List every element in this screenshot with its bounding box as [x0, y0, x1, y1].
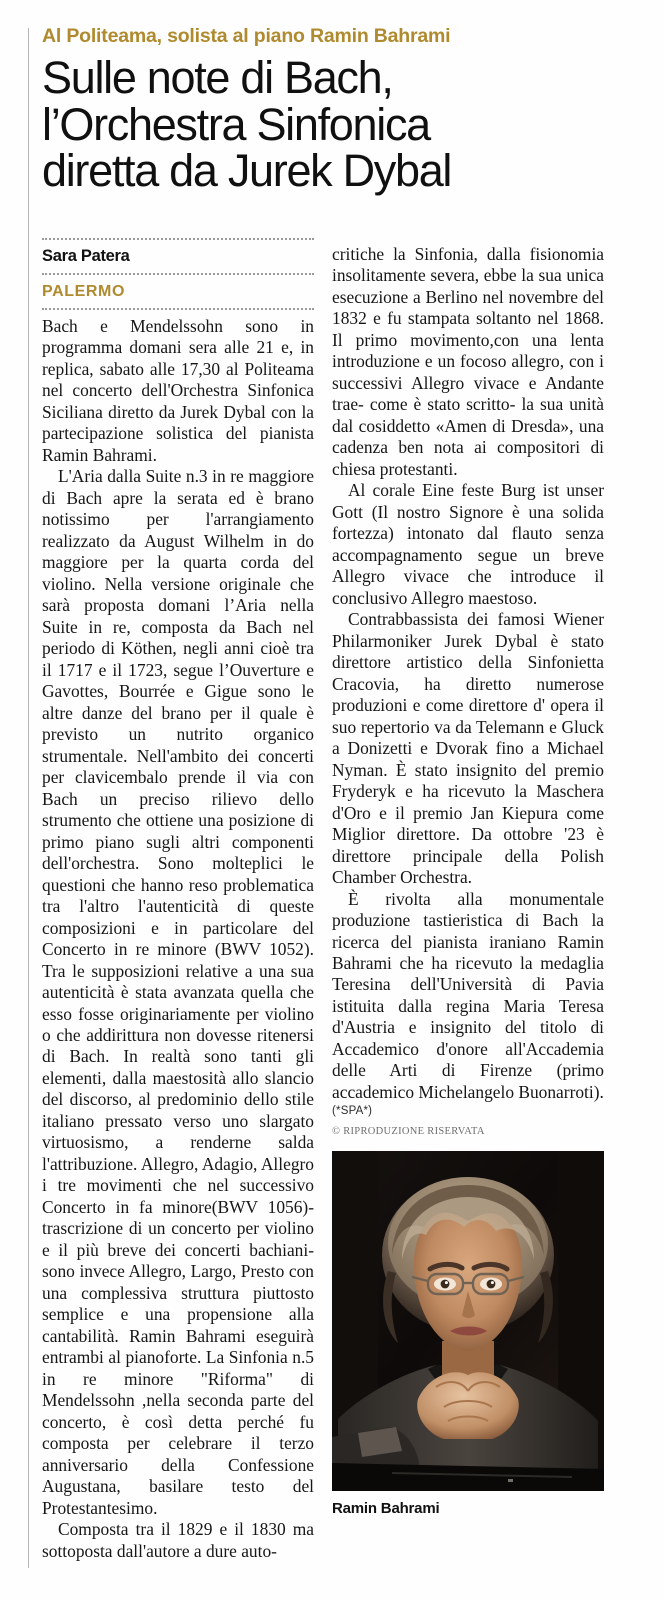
- body-text-left: [42, 310, 314, 1562]
- article-header: [42, 25, 634, 197]
- paragraph: Contrabbassista dei famosi Wiener Philarmoniker Jurek Dybal è stato direttore artistico della Sinfonietta Cracovia, ha diretto numerose produzioni e come direttore d' opera il suo repertorio va da Telemann e Gluck a Donizetti e Dvorak fino a Michael Nyman. È stato insignito del premio Fryderyk e ha ricevuto la Maschera d'Oro e il premio Jan Kiepura come Miglior direttore. Da ottobre '23 è direttore principale della Polish Chamber Orchestra.: [332, 609, 604, 888]
- paragraph: Composta tra il 1829 e il 1830 ma sottoposta dall'autore a dure auto-: [42, 1519, 314, 1561]
- column-left: [42, 238, 314, 1562]
- article-columns: [42, 238, 638, 1562]
- photo-block: [332, 1151, 604, 1517]
- paragraph: Al corale Eine feste Burg ist unser Gott (Il nostro Signore è una solida fortezza) intonato dal flauto senza accompagnamento segue un breve Allegro vivace che introduce il conclusivo Allegro maestoso.: [332, 480, 604, 608]
- paragraph: critiche la Sinfonia, dalla fisionomia insolitamente severa, ebbe la sua unica esecuzione a Berlino nel novembre del 1832 e fu stampata soltanto nel 1868. Il primo movimento,con una lenta introduzione e un focoso allegro, con i successivi Allegro vivace e Andante trae- come è stato scritto- la sua unità dal cosiddetto «Amen di Dresda», una cadenza ben nota ai compositori di chiesa protestanti.: [332, 244, 604, 479]
- headline-line-3: diretta da Jurek Dybal: [42, 145, 452, 197]
- dateline-city: PALERMO: [42, 283, 126, 300]
- byline-author: Sara Patera: [42, 247, 130, 265]
- portrait-photo-graphic: [332, 1151, 604, 1491]
- agency-signature: (*SPA*): [332, 1105, 373, 1118]
- article-kicker: Al Politeama, solista al piano Ramin Bahrami: [42, 25, 451, 47]
- headline-line-2: l’Orchestra Sinfonica: [42, 98, 430, 150]
- photo-caption: Ramin Bahrami: [332, 1500, 440, 1518]
- portrait-photo: [332, 1151, 604, 1491]
- paragraph: L'Aria dalla Suite n.3 in re maggiore di Bach apre la serata ed è brano notissimo per l'arrangiamento realizzato da August Wilhelm in do maggiore per la quarta corda del violino. Nella versione originale che sarà proposta domani l’Aria nella Suite in re, composta da Bach nel periodo di Köthen, negli anni cioè tra il 1717 e il 1723, segue l’Ouverture e Gavottes, Bourrée e Gigue sono le altre danze del brano per il quale è previsto un nutrito organico strumentale. Nell'ambito dei concerti per clavicembalo prende il via con Bach un preciso rilievo dello strumento che ottiene una posizione di primo piano sugli altri componenti dell'orchestra. Sono molteplici le questioni che hanno reso problematica tra l'altro l'autenticità di queste composizioni e in particolare del Concerto in re minore (BWV 1052). Tra le supposizioni relative a una sua autenticità è stata avanzata quella che esso fosse originariamente per violino o che addirittura non dovesse ritenersi di Bach. In realtà sono tanti gli elementi, dalla maestosità allo slancio del discorso, al predominio dello stile italiano pressato verso uno slargato virtuosismo, a renderne salda l'attribuzione. Allegro, Adagio, Allegro i tre movimenti che nel successivo Concerto in fa minore(BWV 1056)- trascrizione di un concerto per violino e il più breve dei concerti bachiani- sono invece Allegro, Largo, Presto con una complessiva struttura piuttosto semplice e una propensione alla cantabilità. Ramin Bahrami eseguirà entrambi al pianoforte. La Sinfonia n.5 in re minore "Riforma" di Mendelssohn ,nella seconda parte del concerto, è così detta perché fu composta per celebrare il terzo anniversario della Confessione Augustana, basilare testo del Protestantesimo.: [42, 466, 314, 1518]
- column-right: [332, 238, 604, 1562]
- body-text-right: [332, 238, 604, 1103]
- copyright-notice: © RIPRODUZIONE RISERVATA: [332, 1126, 485, 1138]
- page-title: [42, 52, 634, 197]
- paragraph: È rivolta alla monumentale produzione tastieristica di Bach la ricerca del pianista iraniano Ramin Bahrami che ha ricevuto la medaglia Teresina dell'Università di Pavia istituita dalla regina Maria Teresa d'Austria e insignito del titolo di Accademico d'onore all'Accademia delle Arti di Firenze (primo accademico Michelangelo Buonarroti).: [332, 888, 604, 1102]
- paragraph: Bach e Mendelssohn sono in programma domani sera alle 21 e, in replica, sabato alle 17,30 al Politeama nel concerto dell'Orchestra Sinfonica Siciliana diretto da Jurek Dybal con la partecipazione solistica del pianista Ramin Bahrami.: [42, 316, 314, 465]
- headline-line-1: Sulle note di Bach,: [42, 52, 393, 104]
- left-margin-rule: [28, 28, 29, 1568]
